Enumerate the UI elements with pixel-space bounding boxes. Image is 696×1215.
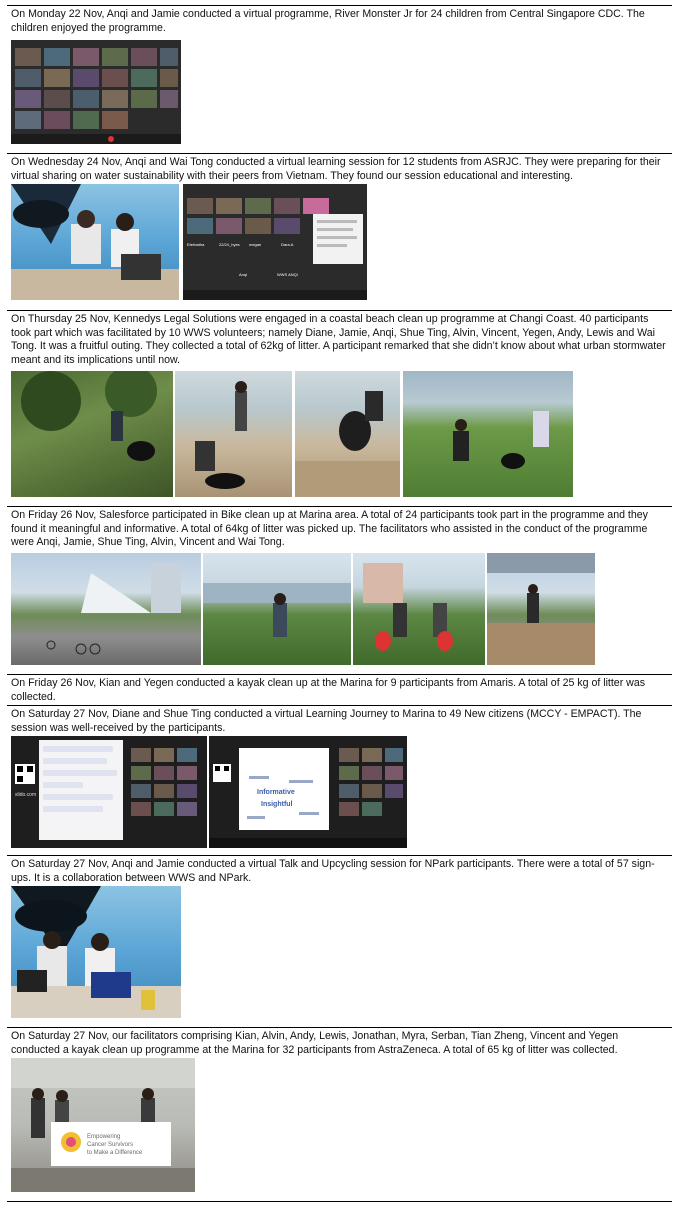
entry-row-4 [7, 506, 672, 674]
banner-line-3: to Make a Difference [87, 1150, 143, 1156]
zoom-name-3: megan [249, 242, 262, 247]
entry-text-7: On Saturday 27 Nov, Anqi and Jamie conducted a virtual Talk and Upcycling session for NPark participants. There were a total of 57 sign-ups. It is a collaboration between WWS and NPark. [11, 858, 655, 884]
photo-beach-cleanup-3 [295, 371, 400, 497]
zoom-screenshot-slido [11, 736, 207, 848]
entry-row-5 [7, 674, 672, 705]
zoom-name-5: Anqi [239, 272, 248, 277]
entry-text-4: On Friday 26 Nov, Salesforce participated in Bike clean up at Marina area. A total of 24 participants took part in the programme and they found it meaningful and informative. A total of 64kg of litter was picked up. The facilitators who assisted in the conduct of the programme were Anqi, Jamie, Shue Ting, Alvin, Vincent and Wai Tong. [11, 509, 648, 549]
entry-text-5: On Friday 26 Nov, Kian and Yegen conducted a kayak clean up at the Marina for 9 participants from Amaris. A total of 25 kg of litter was collected. [11, 677, 646, 703]
photo-bike-cleanup-2 [203, 553, 351, 665]
photo-upcycling-session [11, 886, 181, 1018]
wordcloud-word-2: Insightful [261, 801, 293, 808]
photo-beach-cleanup-1 [11, 371, 173, 497]
entry-text-3: On Thursday 25 Nov, Kennedys Legal Solutions were engaged in a coastal beach clean up programme at Changi Coast. 40 participants took part which was facilitated by 10 WWS volunteers; namely Diane, Jamie, Anqi, Shue Ting, Alvin, Vincent, Yegen, Andy, Lewis and Wai Tong. It was a fruitful outing. They collected a total of 62kg of litter. A participant remarked that she didn’t know about what urban stormwater meant and its implications until now. [11, 313, 666, 367]
wordcloud-word-1: Informative [257, 789, 295, 796]
entry-text-8: On Saturday 27 Nov, our facilitators comprising Kian, Alvin, Andy, Lewis, Jonathan, Myra, Serban, Tian Zheng, Vincent and Yegen conducted a kayak clean up programme at the Marina for 32 participants from AstraZeneca. A total of 65 kg of litter was collected. [11, 1030, 619, 1056]
zoom-screenshot-wordcloud [209, 736, 407, 848]
zoom-screenshot-2 [183, 184, 367, 300]
photo-park-cleanup [403, 371, 573, 497]
zoom-name-4: Dara.A [281, 242, 294, 247]
photo-students-laptop [11, 184, 179, 300]
entry-text-1: On Monday 22 Nov, Anqi and Jamie conducted a virtual programme, River Monster Jr for 24 children from Central Singapore CDC. The children enjoyed the programme. [11, 8, 645, 34]
photo-bike-cleanup-3 [353, 553, 485, 665]
entry-row-7 [7, 855, 672, 1027]
zoom-screenshot-1 [11, 40, 181, 144]
entry-row-2 [7, 153, 672, 310]
entry-text-6: On Saturday 27 Nov, Diane and Shue Ting conducted a virtual Learning Journey to Marina to 49 New citizens (MCCY - EMPACT). The session was well-received by the participants. [11, 708, 642, 734]
photo-beach-cleanup-2 [175, 371, 292, 497]
zoom-name-6: WWS ANQI [277, 272, 298, 277]
photo-bike-cleanup-1 [11, 553, 201, 665]
entry-row-3 [7, 310, 672, 506]
zoom-grid-image [11, 40, 181, 144]
photo-group-banner [11, 1058, 195, 1192]
zoom-name-2: 22/24_hyes [219, 242, 240, 247]
entry-row-6 [7, 705, 672, 855]
banner-line-2: Cancer Survivors [87, 1142, 134, 1148]
entry-row-1 [7, 5, 672, 153]
photo-bike-cleanup-4 [487, 553, 595, 665]
zoom-name-1: Eterbatha [187, 242, 205, 247]
entry-row-8 [7, 1027, 672, 1202]
entry-text-2: On Wednesday 24 Nov, Anqi and Wai Tong conducted a virtual learning session for 12 students from ASRJC. They were preparing for their virtual sharing on water sustainability with their peers from Vietnam. They found our session educational and interesting. [11, 156, 661, 182]
banner-line-1: Empowering [87, 1134, 121, 1140]
qr-caption-1: slido.com [15, 792, 37, 798]
